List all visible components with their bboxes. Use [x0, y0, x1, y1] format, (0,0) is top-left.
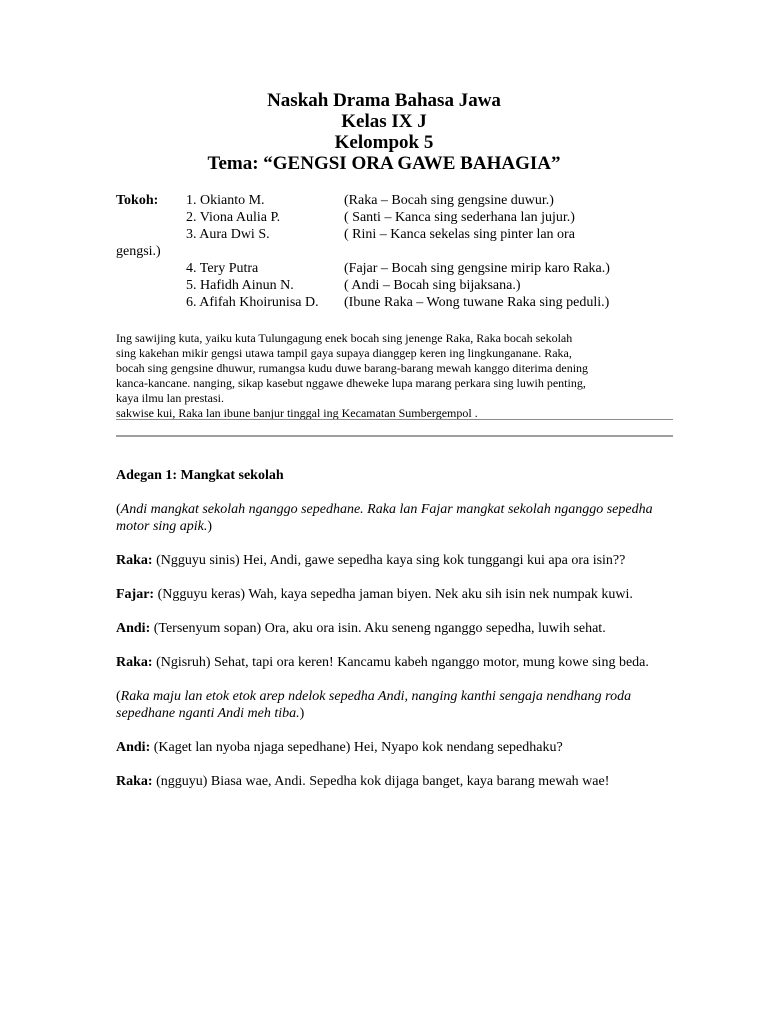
- cast-label: Tokoh:: [116, 193, 159, 208]
- divider: [116, 435, 673, 437]
- speaker: Raka:: [116, 553, 153, 568]
- dialogue-text: (Ngguyu sinis) Hei, Andi, gawe sepedha kaya sing kok tunggangi kui apa ora isin??: [152, 553, 626, 568]
- paren: ): [207, 519, 213, 534]
- cast-name: 3. Aura Dwi S.: [186, 227, 270, 242]
- paren: ): [299, 706, 305, 721]
- cast-role: (Fajar – Bocah sing gengsine mirip karo Raka.): [344, 261, 610, 276]
- cast-list: [116, 192, 676, 311]
- speaker: Andi:: [116, 621, 151, 636]
- dialogue-text: (Ngguyu keras) Wah, kaya sepedha jaman biyen. Nek aku sih isin nek numpak kuwi.: [154, 587, 633, 602]
- scene-heading: Adegan 1: Mangkat sekolah: [116, 468, 284, 483]
- script-body: [116, 467, 656, 807]
- dialogue-text: (ngguyu) Biasa wae, Andi. Sepedha kok dijaga banget, kaya barang mewah wae!: [152, 774, 610, 789]
- cast-name: 1. Okianto M.: [186, 193, 265, 208]
- synopsis-line: sing kakehan mikir gengsi utawa tampil gaya supaya dianggep keren ing lingkunganane. Raka,: [116, 346, 572, 360]
- stage-direction: [116, 688, 656, 722]
- class-label: Kelas IX J: [341, 111, 427, 132]
- cast-name: 6. Afifah Khoirunisa D.: [186, 295, 319, 310]
- speaker: Raka:: [116, 655, 153, 670]
- dialogue-line: [116, 654, 656, 671]
- cast-row: [116, 209, 676, 226]
- cast-name: 4. Tery Putra: [186, 261, 259, 276]
- dialogue-line: [116, 739, 656, 756]
- paren: (: [116, 689, 121, 704]
- speaker: Fajar:: [116, 587, 155, 602]
- cast-row: [116, 260, 676, 277]
- cast-role: (Raka – Bocah sing gengsine duwur.): [344, 193, 554, 208]
- synopsis: [116, 331, 676, 421]
- cast-name: 5. Hafidh Ainun N.: [186, 278, 294, 293]
- paren: (: [116, 502, 121, 517]
- stage-text: Andi mangkat sekolah nganggo sepedhane. Raka lan Fajar mangkat sekolah nganggo sepedha motor sing apik.: [116, 502, 653, 534]
- speaker: Raka:: [116, 774, 153, 789]
- speaker: Andi:: [116, 740, 151, 755]
- cast-role: ( Andi – Bocah sing bijaksana.): [344, 278, 521, 293]
- cast-name: 2. Viona Aulia P.: [186, 210, 281, 225]
- stage-text: Raka maju lan etok etok arep ndelok sepedha Andi, nanging kanthi sengaja nendhang roda sepedhane nganti Andi meh tiba.: [116, 689, 632, 721]
- cast-role: (Ibune Raka – Wong tuwane Raka sing peduli.): [344, 295, 610, 310]
- title-block: [0, 90, 768, 174]
- dialogue-text: (Kaget lan nyoba njaga sepedhane) Hei, Nyapo kok nendang sepedhaku?: [150, 740, 563, 755]
- dialogue-line: [116, 773, 656, 790]
- dialogue-text: (Ngisruh) Sehat, tapi ora keren! Kancamu kabeh nganggo motor, mung kowe sing beda.: [152, 655, 649, 670]
- divider: [116, 419, 673, 420]
- cast-row: [116, 226, 676, 243]
- group-label: Kelompok 5: [334, 132, 434, 153]
- stage-direction: [116, 501, 656, 535]
- document-title: Naskah Drama Bahasa Jawa: [267, 90, 501, 111]
- cast-row: [116, 294, 676, 311]
- cast-role: ( Rini – Kanca sekelas sing pinter lan ora: [344, 227, 575, 242]
- dialogue-line: [116, 586, 656, 603]
- theme-label: Tema: “GENGSI ORA GAWE BAHAGIA”: [207, 153, 561, 174]
- dialogue-line: [116, 620, 656, 637]
- synopsis-line: kaya ilmu lan prestasi.: [116, 391, 224, 405]
- cast-row: [116, 192, 676, 209]
- synopsis-line: Ing sawijing kuta, yaiku kuta Tulungagung enek bocah sing jenenge Raka, Raka bocah sekolah: [116, 331, 573, 345]
- synopsis-line: sakwise kui, Raka lan ibune banjur tinggal ing Kecamatan Sumbergempol .: [116, 406, 478, 420]
- dialogue-line: [116, 552, 656, 569]
- cast-role-wrap: gengsi.): [116, 244, 161, 259]
- cast-role: ( Santi – Kanca sing sederhana lan jujur.): [344, 210, 575, 225]
- dialogue-text: (Tersenyum sopan) Ora, aku ora isin. Aku seneng nganggo sepedha, luwih sehat.: [150, 621, 606, 636]
- synopsis-line: bocah sing gengsine dhuwur, rumangsa kudu duwe barang-barang mewah kanggo diterima dening: [116, 361, 589, 375]
- cast-row: [116, 277, 676, 294]
- synopsis-line: kanca-kancane. nanging, sikap kasebut nggawe dheweke lupa marang perkara sing luwih penting,: [116, 376, 586, 390]
